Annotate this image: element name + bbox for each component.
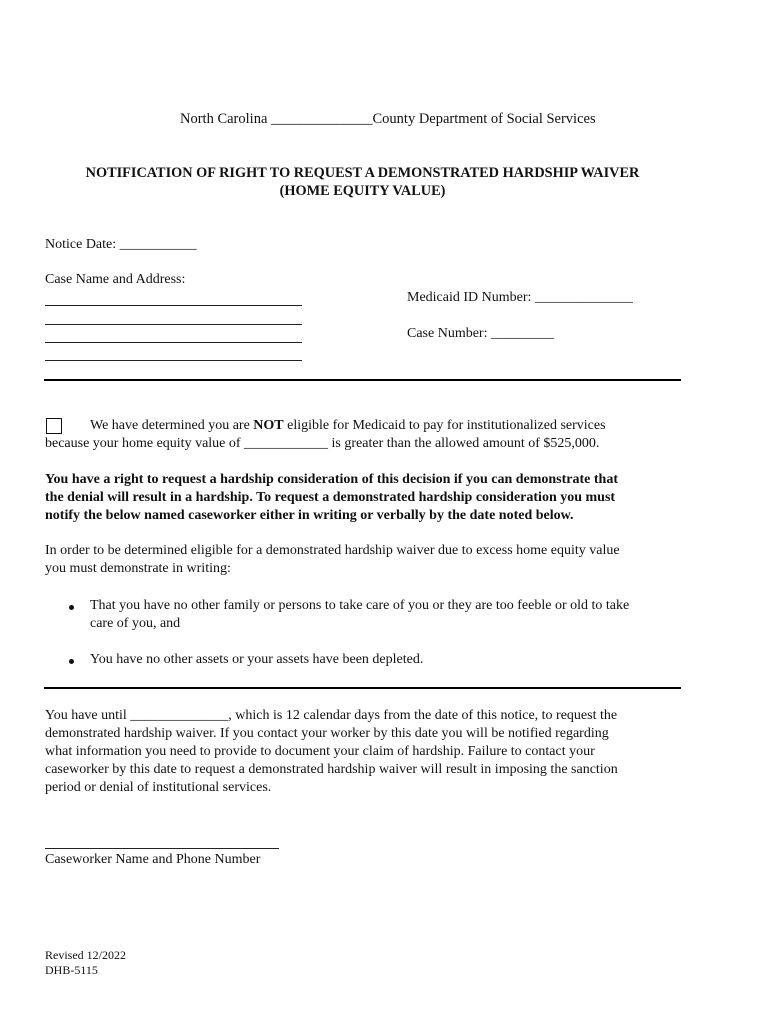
deadline-line4: caseworker by this date to request a demonstrated hardship waiver will result in imposing the sanction <box>45 762 618 777</box>
form-number: DHB-5115 <box>45 963 98 977</box>
form-title-line1: NOTIFICATION OF RIGHT TO REQUEST A DEMONSTRATED HARDSHIP WAIVER <box>85 165 640 181</box>
form-title-line2: (HOME EQUITY VALUE) <box>279 183 446 199</box>
not-eligible-checkbox[interactable] <box>46 418 62 434</box>
county-blank: ______________ <box>271 111 373 127</box>
determination-line1 <box>90 418 606 434</box>
deadline-line3: what information you need to provide to document your claim of hardship. Failure to contact your <box>45 744 595 759</box>
address-line-3 <box>45 342 302 343</box>
section-divider-2 <box>44 687 681 689</box>
section-divider-1 <box>44 379 681 381</box>
deadline-line1: You have until ______________, which is 12 calendar days from the date of this notice, to request the <box>45 708 618 723</box>
bullet-1-line2: care of you, and <box>90 616 181 631</box>
revised-date: Revised 12/2022 <box>45 948 126 962</box>
address-line-2 <box>45 324 302 325</box>
header-suffix: County Department of Social Services <box>372 111 596 127</box>
bullet-icon <box>69 659 74 664</box>
bullet-2-line1: You have no other assets or your assets have been depleted. <box>90 652 424 667</box>
order-paragraph-line2: you must demonstrate in writing: <box>45 561 231 576</box>
medicaid-id-field: Medicaid ID Number: ______________ <box>407 290 633 305</box>
case-name-label: Case Name and Address: <box>45 272 186 287</box>
county-header <box>180 111 596 128</box>
determination-emphasis: NOT <box>253 418 284 433</box>
order-paragraph-line1: In order to be determined eligible for a demonstrated hardship waiver due to excess home equity value <box>45 543 620 558</box>
bullet-icon <box>69 605 74 610</box>
right-paragraph-line3: notify the below named caseworker either in writing or verbally by the date noted below. <box>45 508 574 523</box>
deadline-line5: period or denial of institutional services. <box>45 780 272 795</box>
caseworker-label: Caseworker Name and Phone Number <box>45 852 261 867</box>
deadline-line2: demonstrated hardship waiver. If you contact your worker by this date you will be notified regarding <box>45 726 609 741</box>
bullet-1-line1: That you have no other family or persons to take care of you or they are too feeble or old to take <box>90 598 630 613</box>
notice-date-field: Notice Date: ___________ <box>45 237 197 252</box>
header-prefix: North Carolina <box>180 111 268 127</box>
case-number-field: Case Number: _________ <box>407 326 554 341</box>
right-paragraph-line1: You have a right to request a hardship consideration of this decision if you can demonstrate that <box>45 472 618 487</box>
caseworker-signature-line <box>45 848 279 849</box>
determination-pre: We have determined you are <box>90 418 254 433</box>
right-paragraph-line2: the denial will result in a hardship. To request a demonstrated hardship consideration you must <box>45 490 616 505</box>
determination-post: eligible for Medicaid to pay for institutionalized services <box>283 418 606 433</box>
address-line-1 <box>45 305 302 306</box>
determination-line2: because your home equity value of ____________ is greater than the allowed amount of $525,000. <box>45 436 600 451</box>
address-line-4 <box>45 360 302 361</box>
